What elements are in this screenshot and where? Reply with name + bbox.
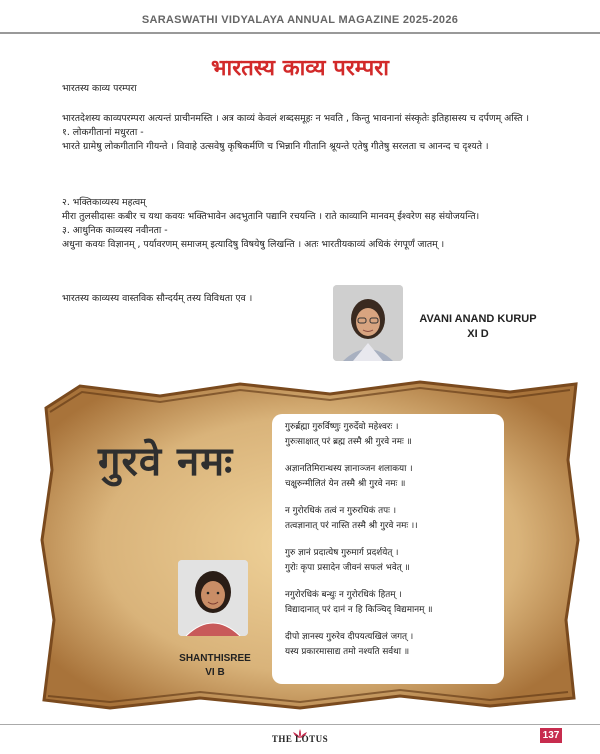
section-heading-1: १. लोकगीतानां मधुरता - <box>62 127 144 138</box>
verse-line: गुरोः कृपा प्रसादेन जीवनं सफलं भवेत् ॥ <box>285 563 410 573</box>
paragraph-modern: अधुना कवयः विज्ञानम् , पर्यावरणम् समाजम् इत्यादिषु विषयेषु लिखन्ति । अतः भारतीयकाव्यं अधिकं रंगपूर्णं जातम् । <box>62 239 445 250</box>
verse-line: गुरुःसाक्षात् परं ब्रह्म तस्मै श्री गुरवे नमः ॥ <box>285 437 412 447</box>
verse-line: अज्ञानतिमिरान्धस्य ज्ञानाञ्जन शलाकया । <box>285 464 413 474</box>
article-conclusion-block <box>62 292 332 306</box>
poem-author <box>160 652 270 680</box>
section-heading-3: ३. आधुनिक काव्यस्य नवीनता - <box>62 225 168 236</box>
header-divider <box>0 32 600 34</box>
poem-author-name: SHANTHISREE <box>179 653 251 664</box>
verse-line: नगुरोरधिकं बन्धुः न गुरोरधिकं हितम् । <box>285 590 402 600</box>
poem-verses <box>285 420 505 660</box>
author-name: AVANI ANAND KURUP <box>419 313 537 325</box>
section-heading-2: २. भक्तिकाव्यस्य महत्वम् <box>62 197 146 208</box>
magazine-header: SARASWATHI VIDYALAYA ANNUAL MAGAZINE 2025-2026 <box>141 14 459 26</box>
verse-line: चक्षुरुन्मीलितं येन तस्मै श्री गुरवे नमः ॥ <box>285 479 406 489</box>
article-subtitle: भारतस्य काव्य परम्परा <box>62 83 137 94</box>
paragraph-folk-songs: भारते ग्रामेषु लोकगीतानि गीयन्ते । विवाहे उत्सवेषु कृषिकर्मणि च भिन्नानि गीतानि श्रूयन्ते एतेषु गीतेषु सरलता च आनन्द च दृश्यते । <box>62 141 489 152</box>
paragraph-intro: भारतदेशस्य काव्यपरम्परा अत्यन्तं प्राचीनमस्ति । अत्र काव्यं केवलं शब्दसमूहः न भवति , किन्तु भावनानां संस्कृतेः इतिहासस्य च दर्पणम् अस्ति । <box>62 113 529 124</box>
poem-author-photo <box>178 560 248 636</box>
paragraph-bhakti: मीरा तुलसीदासः कबीर च यथा कवयः भक्तिभावेन अदभुतानि पद्यानि रचयन्ति । राते काव्यानि मानवम् ईश्वरेण सह संयोजयन्ति। <box>62 211 480 222</box>
article-paragraph-block-2 <box>62 196 532 252</box>
verse-line: गुरुर्ब्रह्मा गुरुर्विष्णुः गुरुर्देवो महेश्वरः । <box>285 422 399 432</box>
author-photo <box>333 285 403 361</box>
footer-magazine-name: THE LOTUS <box>271 734 329 744</box>
page-number: 137 <box>540 728 562 743</box>
article-body <box>62 82 532 96</box>
verse-line: दीपो ज्ञानस्य गुरुरेव दीपयत्यखिलं जगत् । <box>285 632 414 642</box>
article-title: भारतस्य काव्य परम्परा <box>211 56 389 81</box>
poem-title: गुरवे नमः <box>98 439 234 485</box>
article-paragraph-block <box>62 112 532 154</box>
verse-line: तत्वज्ञानात् परं नास्ति तस्मै श्री गुरवे नमः ।। <box>285 521 418 531</box>
paragraph-conclusion: भारतस्य काव्यस्य वास्तविक सौन्दर्यम् तस्य विविधता एव । <box>62 293 253 304</box>
verse-line: यस्य प्रकारमासाद्य तमो नश्यति सर्वथा ॥ <box>285 647 410 657</box>
article-author <box>408 312 548 342</box>
verse-line: न गुरोरधिकं तत्वं न गुरुरधिकं तपः । <box>285 506 397 516</box>
author-class: XI D <box>467 328 489 340</box>
verse-line: गुरु ज्ञानं प्रदात्येष गुरुमार्ग प्रदर्शयेत् । <box>285 548 399 558</box>
verse-line: विद्यादानात् परं दानं न हि किञ्चिद् विद्यमानम् ॥ <box>285 605 433 615</box>
poem-author-class: VI B <box>205 667 225 678</box>
